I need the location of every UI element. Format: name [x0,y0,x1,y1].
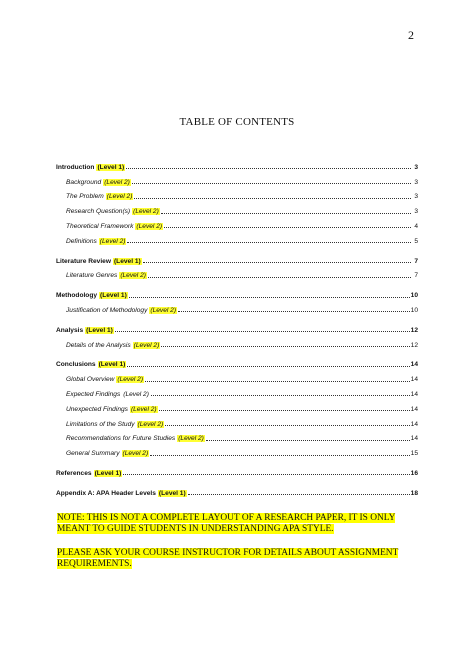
toc-entry-level-tag: (Level 2) [133,208,159,216]
toc-entry-page: 3 [414,208,418,216]
toc-entry-page: 4 [414,222,418,230]
toc-entry[interactable] [56,368,418,383]
page-number: 2 [408,28,414,42]
toc-entry-page: 10 [410,306,418,314]
toc-entry-page: 15 [410,450,418,458]
note-guide-text: NOTE: THIS IS NOT A COMPLETE LAYOUT OF A RESEARCH PAPER, IT IS ONLY MEANT TO GUIDE STUDENTS IN UNDERSTANDING APA STYLE. [57,513,396,535]
toc-dot-leader [165,424,409,426]
toc-entry-page: 12 [410,341,418,349]
toc-entry-level-tag: (Level 1) [100,292,127,300]
toc-dot-leader [127,365,409,367]
toc-entry-title: Research Question(s) [66,208,131,216]
toc-entry-title: Justification of Methodology [66,306,148,314]
toc-entry-level-tag: (Level 1) [94,469,122,477]
toc-entry-title: References [56,469,92,477]
toc-entry-page: 14 [410,376,418,384]
toc-entry-level-tag: (Level 2) [178,435,204,443]
toc-entry[interactable] [56,383,418,398]
toc-entry-level-tag: (Level 2) [150,306,177,314]
toc-entry-level-tag: (Level 1) [97,163,125,171]
toc-entry-title: Analysis [56,326,84,334]
toc-entry-title: The Problem [66,193,104,201]
note-instructor [57,548,422,571]
toc-entry-page: 14 [410,420,418,428]
toc-dot-leader [127,241,411,243]
toc-entry-title: Unexpected Findings [66,405,128,413]
toc-entry-level-tag: (Level 1) [98,361,126,369]
toc-entry-title: Recommendations for Future Studies [66,435,176,443]
toc-entry-level-tag: (Level 2) [106,193,133,201]
toc-entry[interactable] [56,354,418,369]
toc-dot-leader [143,261,411,263]
toc-entry[interactable] [56,482,418,497]
toc-entry-level-tag: (Level 2) [136,222,163,230]
toc-entry-page: 12 [410,326,418,334]
toc-dot-leader [159,409,410,411]
toc-entry-title: Appendix A: APA Header Levels [56,489,156,497]
toc-entry-title: Background [66,178,102,186]
toc-entry-level-tag: (Level 1) [86,326,113,334]
note-instructor-text: PLEASE ASK YOUR COURSE INSTRUCTOR FOR DETAILS ABOUT ASSIGNMENT REQUIREMENTS. [57,548,399,570]
toc-dot-leader [151,394,410,396]
toc-entry-level-tag: (Level 1) [158,489,186,497]
toc-entry-title: Literature Genres [66,272,118,280]
toc-entry-level-tag: (Level 2) [104,178,130,186]
toc-entry-title: Global Overview [66,376,115,384]
toc-dot-leader [164,226,411,228]
toc-entry-level-tag: (Level 2) [130,405,157,413]
toc-dot-leader [178,310,410,312]
toc-entry-level-tag: (Level 2) [99,237,126,245]
toc-entry-level-tag: (Level 2) [137,420,164,428]
toc-entry-page: 14 [410,405,418,413]
toc-entry-page: 14 [410,435,418,443]
toc-entry[interactable] [56,215,418,230]
toc-entry-page: 5 [414,237,418,245]
note-guide [57,513,422,536]
toc-entry-page: 10 [410,292,418,300]
toc-dot-leader [148,276,411,278]
toc-entry[interactable] [56,413,418,428]
toc-entry-title: Definitions [66,237,97,245]
toc-entry-title: Theoretical Framework [66,222,134,230]
toc-dot-leader [134,197,411,199]
toc-entry[interactable] [56,250,418,265]
toc-entry-level-tag: (Level 2) [133,341,160,349]
toc-dot-leader [123,473,409,475]
toc-dot-leader [161,345,409,347]
toc-entry[interactable] [56,334,418,349]
toc-dot-leader [132,182,411,184]
toc-entry-title: Details of the Analysis [66,341,131,349]
toc-entry-title: Expected Findings [66,390,121,398]
toc-entry-level-tag: (Level 2) [120,272,146,280]
toc-entry-title: Introduction [56,163,95,171]
toc-entry-page: 18 [410,489,418,497]
toc-entry[interactable] [56,156,418,171]
toc-entry-level-tag: (Level 2) [122,450,149,458]
toc-entry-page: 3 [414,178,418,186]
toc-entry[interactable] [56,200,418,215]
toc-entry-level-tag: (Level 2) [123,390,149,398]
toc-dot-leader [206,439,410,441]
toc-entry[interactable] [56,186,418,201]
toc-entry[interactable] [56,428,418,443]
toc-entry[interactable] [56,230,418,245]
table-of-contents [56,156,418,497]
toc-dot-leader [161,212,411,214]
toc-entry-page: 14 [410,361,418,369]
toc-entry-page: 3 [414,193,418,201]
toc-entry[interactable] [56,284,418,299]
toc-dot-leader [145,380,410,382]
toc-entry-title: Methodology [56,292,98,300]
toc-entry-page: 16 [410,469,418,477]
toc-entry-page: 7 [414,257,418,265]
toc-dot-leader [129,296,410,298]
toc-dot-leader [150,454,409,456]
toc-entry-level-tag: (Level 2) [117,376,144,384]
toc-dot-leader [188,493,410,495]
toc-entry-title: Conclusions [56,361,96,369]
toc-entry-page: 7 [414,272,418,280]
toc-dot-leader [126,167,411,169]
toc-entry[interactable] [56,442,418,457]
toc-entry[interactable] [56,462,418,477]
toc-entry[interactable] [56,299,418,314]
toc-entry-title: General Summary [66,450,120,458]
toc-entry-title: Literature Review [56,257,111,265]
toc-entry[interactable] [56,319,418,334]
toc-entry-page: 14 [410,390,418,398]
toc-dot-leader [115,330,410,332]
toc-entry[interactable] [56,171,418,186]
toc-entry[interactable] [56,265,418,280]
toc-title: TABLE OF CONTENTS [179,116,295,128]
toc-entry[interactable] [56,398,418,413]
toc-entry-title: Limitations of the Study [66,420,135,428]
toc-entry-level-tag: (Level 1) [113,257,141,265]
toc-entry-page: 3 [414,163,418,171]
